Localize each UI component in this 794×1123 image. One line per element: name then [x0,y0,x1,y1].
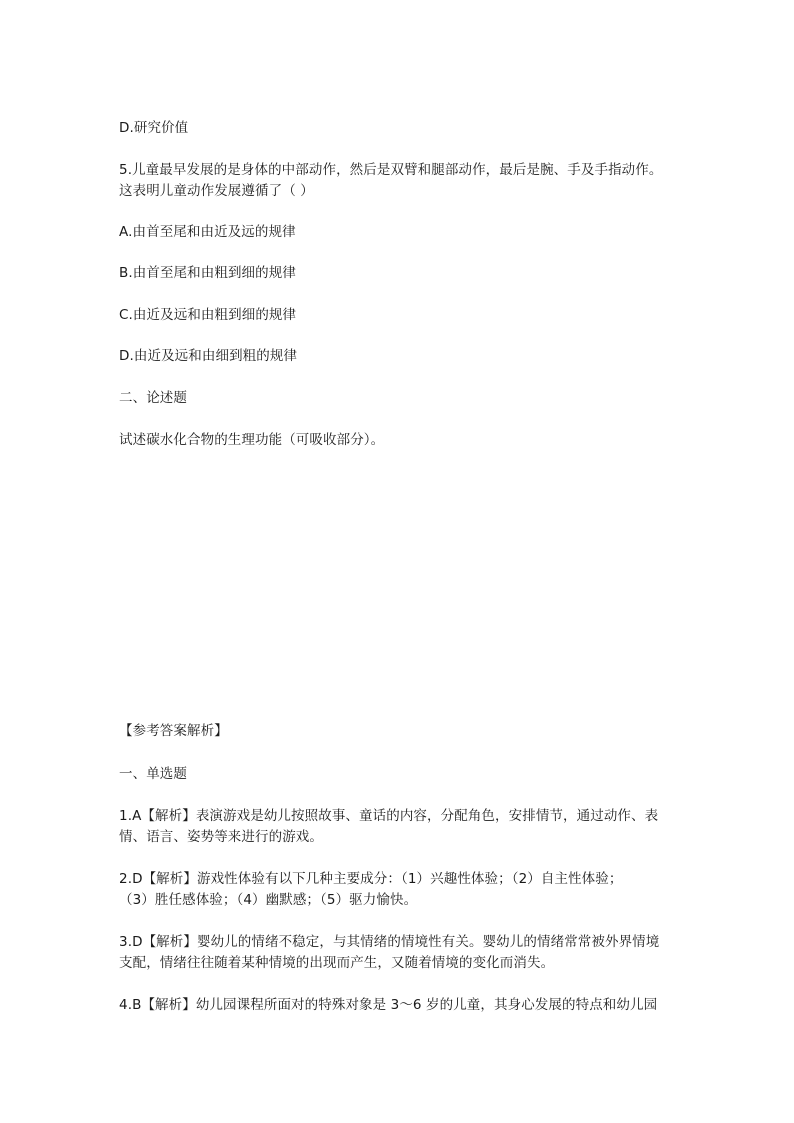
answer-1-line-1: 1.A【解析】表演游戏是幼儿按照故事、童话的内容，分配角色，安排情节，通过动作、表 [119,808,659,824]
q5-stem-line-1: 5.儿童最早发展的是身体的中部动作，然后是双臂和腿部动作，最后是腕、手及手指动作。 [119,162,663,178]
answers-title: 【参考答案解析】 [119,723,228,739]
q5-stem-line-2: 这表明儿童动作发展遵循了（ ） [119,183,314,199]
answer-3-line-2: 支配，情绪往往随着某种情境的出现而产生，又随着情境的变化而消失。 [119,955,555,971]
q5-option-d: D.由近及远和由细到粗的规律 [119,348,298,364]
answer-1-line-2: 情、语言、姿势等来进行的游戏。 [119,829,323,845]
q5-option-c: C.由近及远和由粗到细的规律 [119,307,297,323]
answers-section-heading: 一、单选题 [119,766,187,782]
essay-prompt: 试述碳水化合物的生理功能（可吸收部分）。 [119,432,385,448]
answer-3-line-1: 3.D【解析】婴幼儿的情绪不稳定，与其情绪的情境性有关。婴幼儿的情绪常常被外界情境 [119,934,660,950]
answer-4-line-1: 4.B【解析】幼儿园课程所面对的特殊对象是 3～6 岁的儿童，其身心发展的特点和幼儿园 [119,997,658,1013]
answer-2-line-1: 2.D【解析】游戏性体验有以下几种主要成分：（1）兴趣性体验；（2）自主性体验； [119,871,623,887]
answer-2-line-2: （3）胜任感体验；（4）幽默感；（5）驱力愉快。 [119,892,418,908]
q5-option-b: B.由首至尾和由粗到细的规律 [119,265,296,281]
essay-heading: 二、论述题 [119,390,187,406]
q4-option-d: D.研究价值 [119,120,189,136]
q5-option-a: A.由首至尾和由近及远的规律 [119,224,296,240]
